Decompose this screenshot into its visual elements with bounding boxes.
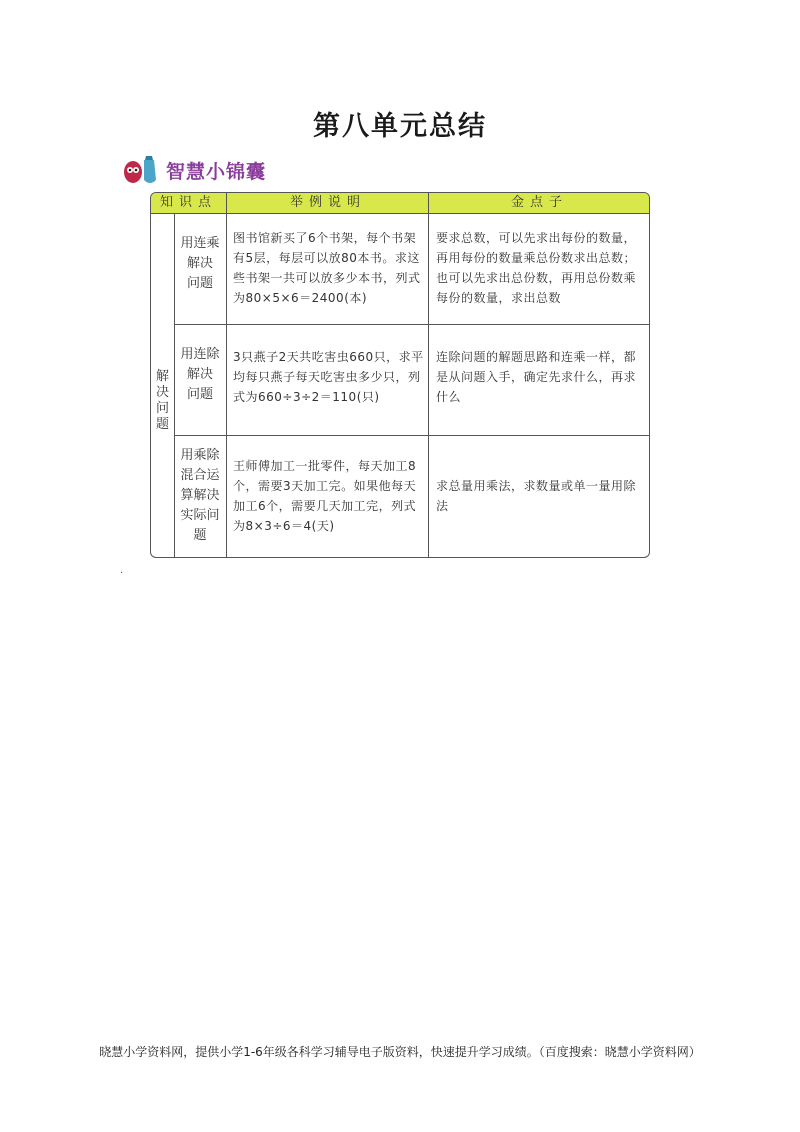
- owl-icon: [120, 150, 160, 188]
- tip-cell: [429, 325, 649, 435]
- example-cell: [226, 436, 429, 557]
- footer-note: 晓慧小学资料网，提供小学1-6年级各科学习辅导电子版资料，快速提升学习成绩。（百度搜索：晓慧小学资料网）: [99, 1045, 701, 1059]
- group-label-cell: [151, 214, 175, 557]
- tip-text: 连除问题的解题思路和连乘一样，都是从问题入手，确定先求什么，再求什么: [436, 350, 637, 404]
- stray-dot: .: [120, 565, 124, 576]
- topic-cell: [174, 436, 227, 557]
- example-cell: [226, 325, 429, 435]
- example-text: 王师傅加工一批零件，每天加工8个，需要3天加工完。如果他每天加工6个，需要几天加工完，列式为8×3÷6＝4(天): [233, 459, 417, 533]
- table-row: [174, 436, 649, 557]
- tip-text: 要求总数，可以先求出每份的数量，再用每份的数量乘总份数求出总数；也可以先求出总份数，再用总份数乘每份的数量，求出总数: [436, 231, 637, 305]
- group-label: 解 决 问 题: [155, 369, 169, 432]
- topic-line: 解决: [186, 367, 213, 382]
- tips-badge: [120, 150, 280, 188]
- tip-cell: [429, 436, 649, 557]
- tip-cell: [429, 214, 649, 324]
- header-example: 举例说明: [226, 193, 429, 213]
- topic-line: 混合运: [180, 468, 220, 483]
- table-header: [151, 193, 649, 214]
- summary-table: [150, 192, 650, 558]
- topic-line: 实际问: [180, 508, 220, 523]
- topic-line: 用乘除: [180, 448, 220, 463]
- topic-line: 题: [193, 528, 207, 543]
- page-title: 第八单元总结: [313, 111, 487, 142]
- header-tip: 金点子: [428, 193, 650, 213]
- table-row: [174, 325, 649, 436]
- topic-line: 用连乘: [180, 236, 220, 251]
- example-cell: [226, 214, 429, 324]
- header-knowledge: 知识点: [159, 195, 217, 210]
- topic-cell: [174, 325, 227, 435]
- table-row: [174, 214, 649, 325]
- topic-line: 问题: [186, 387, 213, 402]
- tip-text: 求总量用乘法，求数量或单一量用除法: [436, 479, 637, 513]
- example-text: 3只燕子2天共吃害虫660只，求平均每只燕子每天吃害虫多少只，列式为660÷3÷2＝110(只): [233, 350, 424, 404]
- topic-line: 算解决: [180, 488, 220, 503]
- topic-line: 解决: [186, 256, 213, 271]
- badge-label: 智慧小锦囊: [166, 161, 267, 183]
- topic-cell: [174, 214, 227, 324]
- topic-line: 问题: [186, 276, 213, 291]
- topic-line: 用连除: [180, 347, 220, 362]
- example-text: 图书馆新买了6个书架，每个书架有5层，每层可以放80本书。求这些书架一共可以放多少本书，列式为80×5×6＝2400(本): [233, 231, 421, 305]
